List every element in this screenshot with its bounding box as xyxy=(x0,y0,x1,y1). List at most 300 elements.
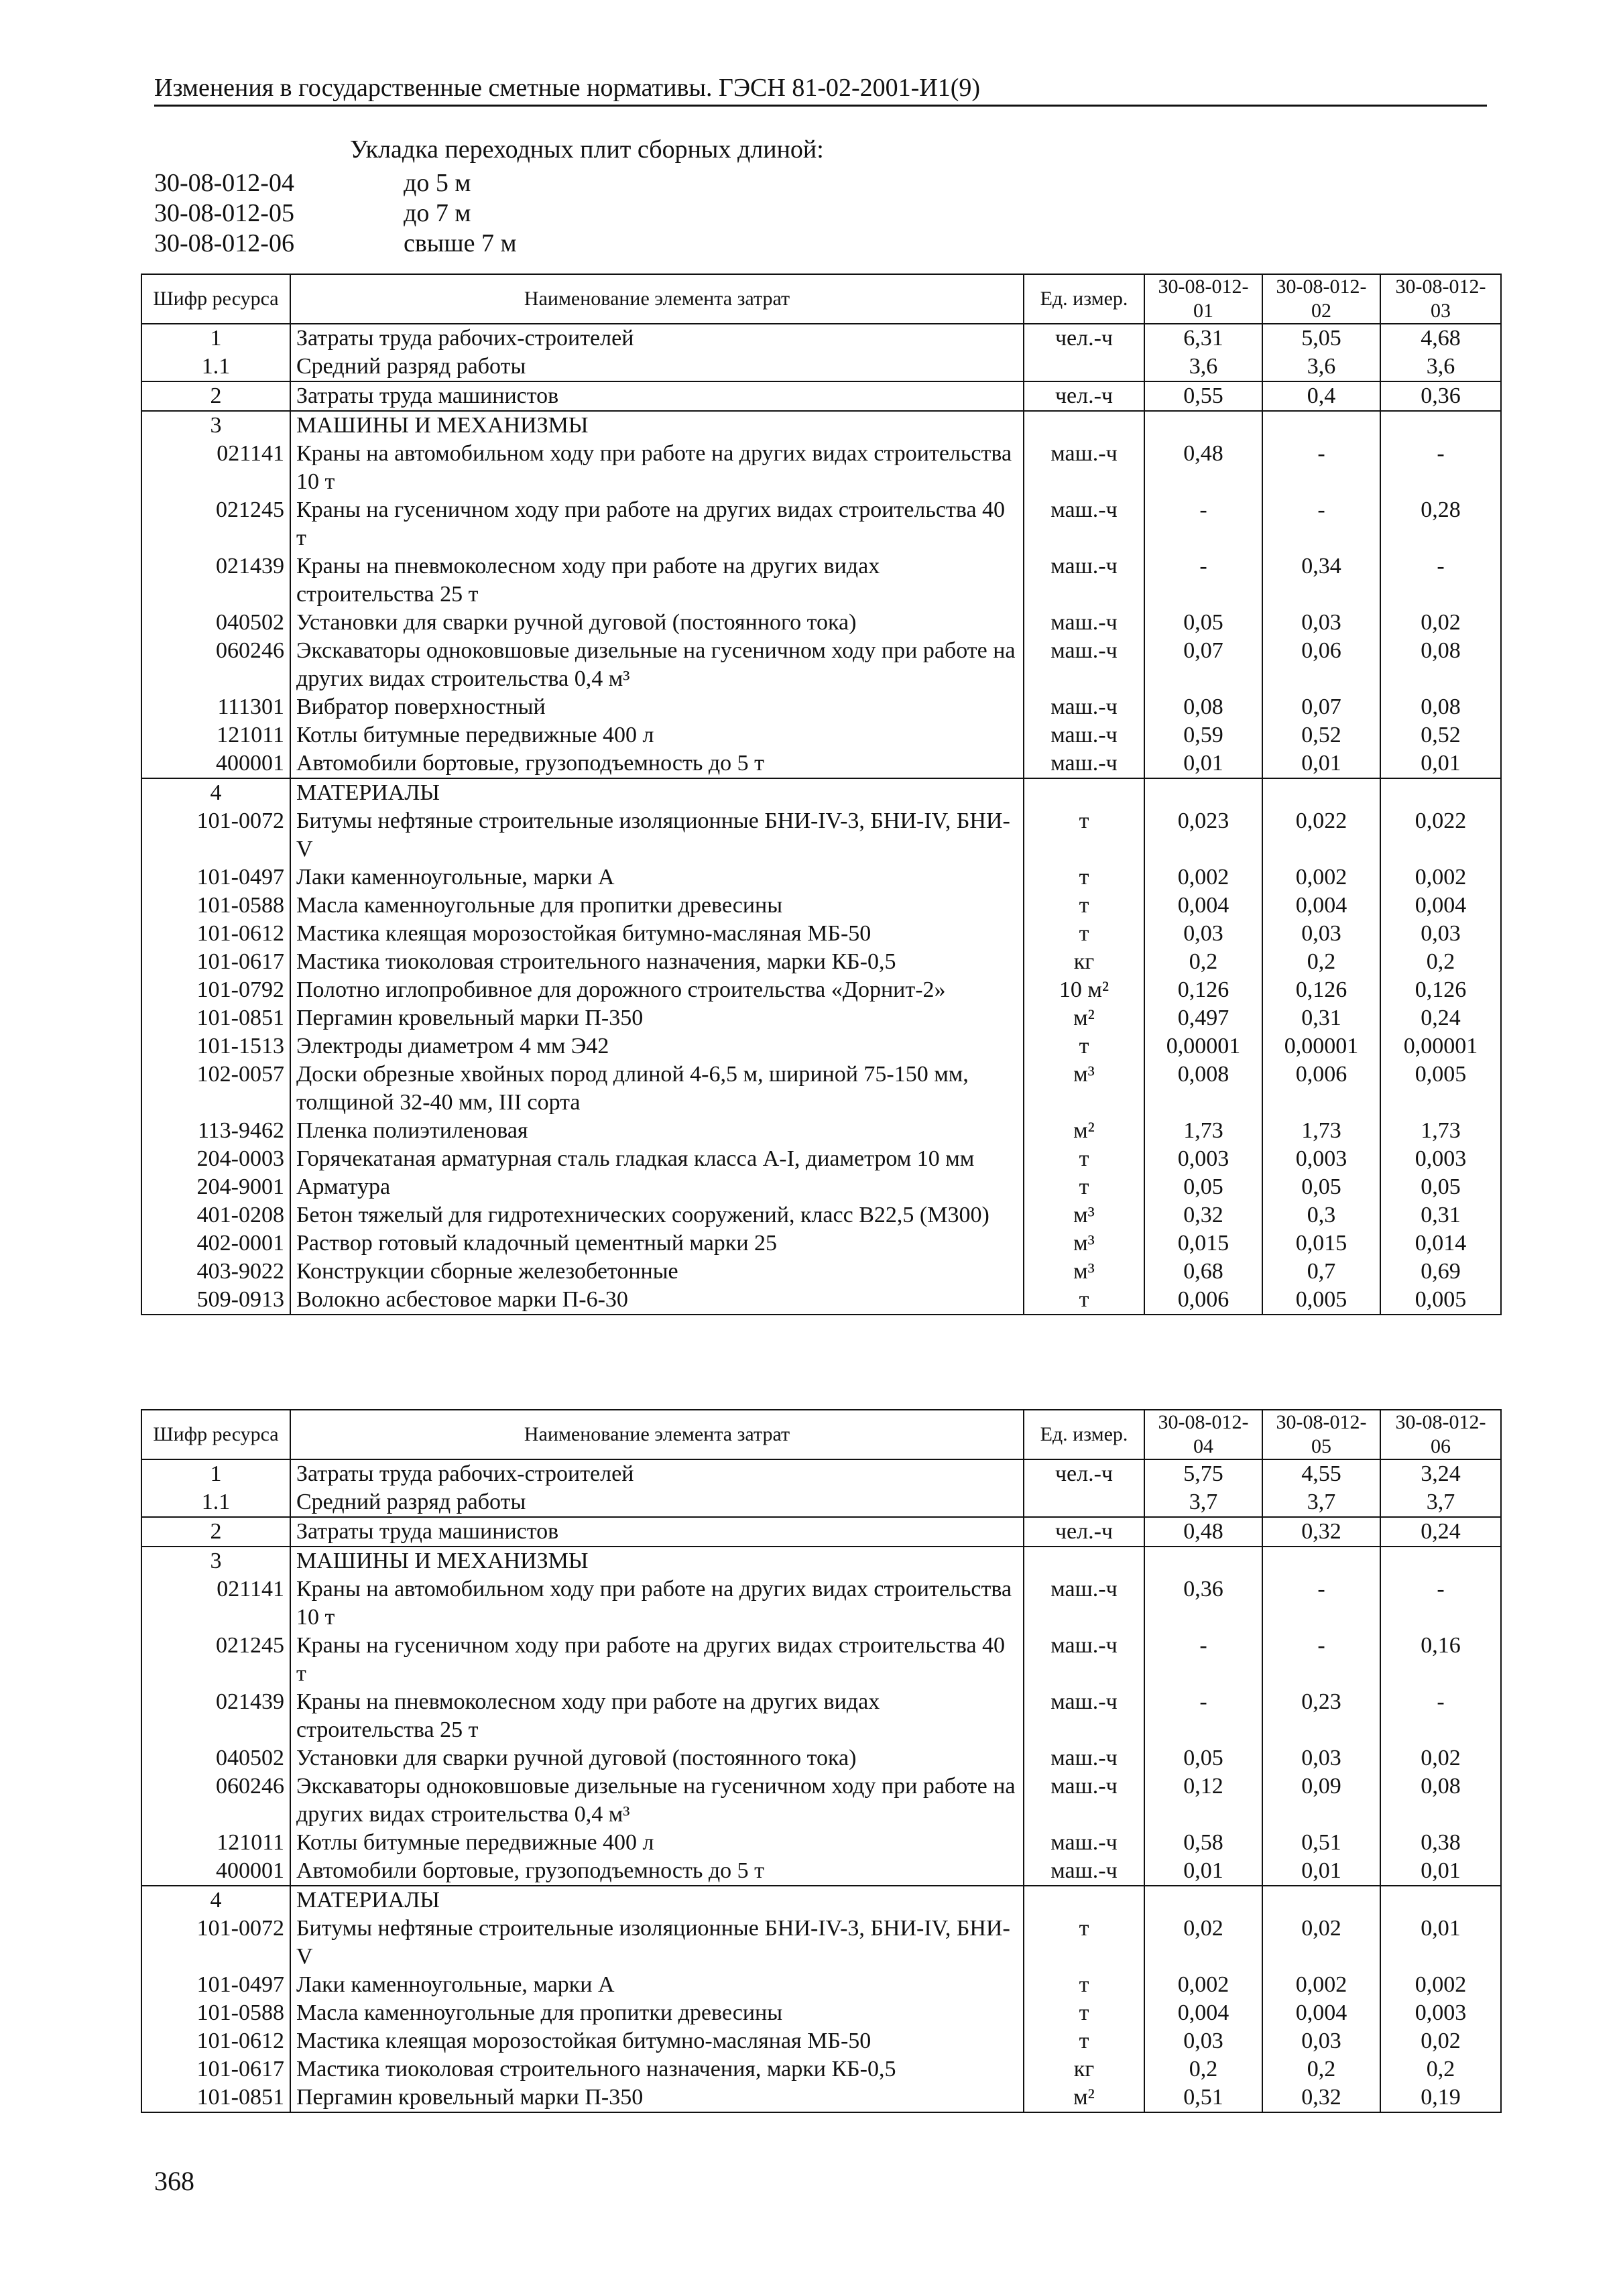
cell-value: 3,7 xyxy=(1262,1488,1380,1517)
cell-value: 0,00001 xyxy=(1380,1032,1501,1061)
cell-value: 0,02 xyxy=(1144,1915,1262,1971)
col-header-unit: Ед. измер. xyxy=(1024,274,1144,324)
cell-value: - xyxy=(1144,1632,1262,1688)
cell-value: 0,08 xyxy=(1144,693,1262,721)
cell-value: 0,19 xyxy=(1380,2083,1501,2112)
cell-value: 0,08 xyxy=(1380,1772,1501,1829)
cell-value: 0,006 xyxy=(1144,1286,1262,1315)
cell-name: Краны на гусеничном ходу при работе на других видах строительства 40 т xyxy=(290,496,1024,552)
intro-item-text: свыше 7 м xyxy=(404,229,517,257)
cell-value: 0,003 xyxy=(1380,1145,1501,1173)
section-row xyxy=(141,1886,1501,1915)
cell-unit: м³ xyxy=(1024,1201,1144,1229)
cell-unit: т xyxy=(1024,807,1144,863)
cell-name: Горячекатаная арматурная сталь гладкая класса А-I, диаметром 10 мм xyxy=(290,1145,1024,1173)
cell-code: 1.1 xyxy=(141,1488,290,1517)
cell-value: 3,6 xyxy=(1144,353,1262,381)
intro-item xyxy=(154,228,517,259)
cell-unit: маш.-ч xyxy=(1024,1575,1144,1632)
cell-code: 040502 xyxy=(141,609,290,637)
norm-table-2 xyxy=(141,1409,1502,2113)
cell-unit: т xyxy=(1024,863,1144,892)
cell-value xyxy=(1380,1886,1501,1915)
cell-code: 400001 xyxy=(141,1857,290,1886)
cell-name: Установки для сварки ручной дуговой (постоянного тока) xyxy=(290,1744,1024,1772)
cell-value: 0,2 xyxy=(1144,948,1262,976)
cell-code: 101-1513 xyxy=(141,1032,290,1061)
table-row xyxy=(141,324,1501,353)
cell-name: Волокно асбестовое марки П-6-30 xyxy=(290,1286,1024,1315)
cell-value: 0,2 xyxy=(1144,2055,1262,2083)
cell-value: 0,004 xyxy=(1144,892,1262,920)
cell-code: 101-0497 xyxy=(141,1971,290,1999)
cell-name: Экскаваторы одноковшовые дизельные на гусеничном ходу при работе на других видах строительства 0,4 м³ xyxy=(290,637,1024,693)
cell-value: 0,36 xyxy=(1380,381,1501,411)
cell-value: 0,022 xyxy=(1380,807,1501,863)
cell-value: 0,12 xyxy=(1144,1772,1262,1829)
cell-unit: м³ xyxy=(1024,1061,1144,1117)
cell-code: 101-0612 xyxy=(141,920,290,948)
intro-item-code: 30-08-012-05 xyxy=(154,199,294,227)
table-row xyxy=(141,1286,1501,1315)
cell-value: 0,34 xyxy=(1262,552,1380,609)
cell-code: 060246 xyxy=(141,1772,290,1829)
cell-value: 3,6 xyxy=(1380,353,1501,381)
cell-name: Битумы нефтяные строительные изоляционные БНИ-IV-3, БНИ-IV, БНИ-V xyxy=(290,1915,1024,1971)
cell-unit xyxy=(1024,1547,1144,1575)
table-row xyxy=(141,1201,1501,1229)
cell-unit: т xyxy=(1024,1286,1144,1315)
table-row xyxy=(141,1632,1501,1688)
cell-value: 0,02 xyxy=(1380,2027,1501,2055)
cell-code: 101-0497 xyxy=(141,863,290,892)
cell-unit xyxy=(1024,1488,1144,1517)
cell-unit xyxy=(1024,1886,1144,1915)
cell-unit: маш.-ч xyxy=(1024,1772,1144,1829)
table-row xyxy=(141,2027,1501,2055)
col-header-norm: 30-08-012-06 xyxy=(1380,1410,1501,1459)
cell-value: 0,03 xyxy=(1380,920,1501,948)
table-row xyxy=(141,1999,1501,2027)
table-row xyxy=(141,693,1501,721)
cell-code: 102-0057 xyxy=(141,1061,290,1117)
cell-value: - xyxy=(1144,552,1262,609)
table-row xyxy=(141,1744,1501,1772)
cell-code: 402-0001 xyxy=(141,1229,290,1258)
cell-code: 101-0612 xyxy=(141,2027,290,2055)
table-row xyxy=(141,637,1501,693)
cell-code: 101-0617 xyxy=(141,948,290,976)
cell-value: 3,24 xyxy=(1380,1459,1501,1488)
table-row xyxy=(141,1117,1501,1145)
cell-value: 0,58 xyxy=(1144,1829,1262,1857)
table-row xyxy=(141,353,1501,381)
cell-value: 0,51 xyxy=(1262,1829,1380,1857)
cell-unit: м³ xyxy=(1024,1258,1144,1286)
table-row xyxy=(141,1459,1501,1488)
cell-name: Средний разряд работы xyxy=(290,1488,1024,1517)
cell-name: Мастика тиоколовая строительного назначения, марки КБ-0,5 xyxy=(290,948,1024,976)
cell-name: Конструкции сборные железобетонные xyxy=(290,1258,1024,1286)
cell-code: 101-0617 xyxy=(141,2055,290,2083)
cell-value: 0,005 xyxy=(1380,1061,1501,1117)
cell-code: 101-0588 xyxy=(141,1999,290,2027)
cell-code: 401-0208 xyxy=(141,1201,290,1229)
cell-value: 0,38 xyxy=(1380,1829,1501,1857)
cell-name: Автомобили бортовые, грузоподъемность до 5 т xyxy=(290,749,1024,778)
table-row xyxy=(141,1829,1501,1857)
table-row xyxy=(141,609,1501,637)
cell-name: Битумы нефтяные строительные изоляционные БНИ-IV-3, БНИ-IV, БНИ-V xyxy=(290,807,1024,863)
cell-value: 3,6 xyxy=(1262,353,1380,381)
cell-value: 0,002 xyxy=(1262,863,1380,892)
table-row xyxy=(141,440,1501,496)
cell-value: 0,002 xyxy=(1144,1971,1262,1999)
table-row xyxy=(141,1004,1501,1032)
intro-item-text: до 7 м xyxy=(404,199,471,227)
cell-value xyxy=(1144,411,1262,440)
cell-value: 0,006 xyxy=(1262,1061,1380,1117)
cell-name: Электроды диаметром 4 мм Э42 xyxy=(290,1032,1024,1061)
cell-unit: м³ xyxy=(1024,1229,1144,1258)
intro-item xyxy=(154,168,471,198)
cell-value: 6,31 xyxy=(1144,324,1262,353)
table-row xyxy=(141,1772,1501,1829)
intro-item-text: до 5 м xyxy=(404,169,471,197)
cell-code: 1 xyxy=(141,1459,290,1488)
cell-value: 0,24 xyxy=(1380,1517,1501,1547)
cell-value: 0,36 xyxy=(1144,1575,1262,1632)
cell-value xyxy=(1262,778,1380,807)
cell-value: 1,73 xyxy=(1380,1117,1501,1145)
cell-value xyxy=(1262,1547,1380,1575)
cell-unit: чел.-ч xyxy=(1024,324,1144,353)
cell-value: 0,28 xyxy=(1380,496,1501,552)
cell-code: 101-0792 xyxy=(141,976,290,1004)
cell-value: 0,52 xyxy=(1380,721,1501,749)
intro-item xyxy=(154,198,471,229)
section-row xyxy=(141,411,1501,440)
cell-value: 0,002 xyxy=(1144,863,1262,892)
cell-name: Раствор готовый кладочный цементный марки 25 xyxy=(290,1229,1024,1258)
cell-unit: маш.-ч xyxy=(1024,693,1144,721)
cell-value: 0,05 xyxy=(1144,609,1262,637)
cell-value: 0,08 xyxy=(1380,693,1501,721)
section-title: МАТЕРИАЛЫ xyxy=(290,778,1024,807)
cell-value: 0,008 xyxy=(1144,1061,1262,1117)
cell-value: 0,01 xyxy=(1380,1857,1501,1886)
cell-code: 021245 xyxy=(141,496,290,552)
table-row xyxy=(141,863,1501,892)
cell-value: 1,73 xyxy=(1144,1117,1262,1145)
cell-code: 111301 xyxy=(141,693,290,721)
cell-value: 0,002 xyxy=(1380,863,1501,892)
cell-code: 101-0851 xyxy=(141,2083,290,2112)
cell-code: 021141 xyxy=(141,1575,290,1632)
table-row xyxy=(141,1173,1501,1201)
cell-value: 0,32 xyxy=(1262,1517,1380,1547)
cell-unit: т xyxy=(1024,2027,1144,2055)
cell-name: Краны на автомобильном ходу при работе на других видах строительства 10 т xyxy=(290,1575,1024,1632)
cell-value: 0,023 xyxy=(1144,807,1262,863)
cell-name: Вибратор поверхностный xyxy=(290,693,1024,721)
cell-value: 0,68 xyxy=(1144,1258,1262,1286)
table-row xyxy=(141,2055,1501,2083)
cell-value: - xyxy=(1380,440,1501,496)
cell-value: - xyxy=(1262,496,1380,552)
cell-name: Краны на пневмоколесном ходу при работе на других видах строительства 25 т xyxy=(290,1688,1024,1744)
cell-name: Экскаваторы одноковшовые дизельные на гусеничном ходу при работе на других видах строительства 0,4 м³ xyxy=(290,1772,1024,1829)
cell-unit: т xyxy=(1024,920,1144,948)
section-title: МАТЕРИАЛЫ xyxy=(290,1886,1024,1915)
cell-code: 021439 xyxy=(141,1688,290,1744)
cell-value: 0,55 xyxy=(1144,381,1262,411)
cell-value: 0,03 xyxy=(1144,920,1262,948)
cell-value: 0,002 xyxy=(1262,1971,1380,1999)
cell-value: 0,3 xyxy=(1262,1201,1380,1229)
cell-name: Мастика клеящая морозостойкая битумно-масляная МБ-50 xyxy=(290,2027,1024,2055)
cell-value xyxy=(1262,411,1380,440)
cell-value: 0,02 xyxy=(1380,1744,1501,1772)
cell-value xyxy=(1144,1886,1262,1915)
cell-code: 204-9001 xyxy=(141,1173,290,1201)
cell-value: 0,16 xyxy=(1380,1632,1501,1688)
col-header-unit: Ед. измер. xyxy=(1024,1410,1144,1459)
cell-value: 0,05 xyxy=(1144,1173,1262,1201)
cell-value: 5,75 xyxy=(1144,1459,1262,1488)
section-title: Укладка переходных плит сборных длиной: xyxy=(350,135,824,164)
cell-name: Мастика клеящая морозостойкая битумно-масляная МБ-50 xyxy=(290,920,1024,948)
cell-value: 0,05 xyxy=(1262,1173,1380,1201)
cell-value: 0,003 xyxy=(1144,1145,1262,1173)
cell-value: 0,03 xyxy=(1262,2027,1380,2055)
cell-unit: маш.-ч xyxy=(1024,1632,1144,1688)
cell-value: 0,03 xyxy=(1144,2027,1262,2055)
cell-value: 4,55 xyxy=(1262,1459,1380,1488)
page-header: Изменения в государственные сметные нормативы. ГЭСН 81-02-2001-И1(9) xyxy=(154,72,1487,107)
table-row xyxy=(141,721,1501,749)
norm-table-1 xyxy=(141,274,1502,1315)
cell-value: 0,69 xyxy=(1380,1258,1501,1286)
cell-value: 0,003 xyxy=(1380,1999,1501,2027)
cell-name: Полотно иглопробивное для дорожного строительства «Дорнит-2» xyxy=(290,976,1024,1004)
cell-value: 0,48 xyxy=(1144,1517,1262,1547)
cell-name: Котлы битумные передвижные 400 л xyxy=(290,721,1024,749)
cell-unit: маш.-ч xyxy=(1024,552,1144,609)
cell-value xyxy=(1380,778,1501,807)
cell-value: 0,52 xyxy=(1262,721,1380,749)
cell-value: 0,01 xyxy=(1144,1857,1262,1886)
cell-value: - xyxy=(1380,552,1501,609)
cell-code: 4 xyxy=(141,778,290,807)
cell-unit: маш.-ч xyxy=(1024,1688,1144,1744)
cell-name: Масла каменноугольные для пропитки древесины xyxy=(290,892,1024,920)
cell-unit: т xyxy=(1024,1173,1144,1201)
col-header-norm: 30-08-012-01 xyxy=(1144,274,1262,324)
cell-value: 0,022 xyxy=(1262,807,1380,863)
cell-value: 0,32 xyxy=(1144,1201,1262,1229)
col-header-norm: 30-08-012-05 xyxy=(1262,1410,1380,1459)
cell-value: 0,05 xyxy=(1144,1744,1262,1772)
cell-unit: т xyxy=(1024,1032,1144,1061)
table-row xyxy=(141,496,1501,552)
cell-value: 0,02 xyxy=(1380,609,1501,637)
cell-unit: маш.-ч xyxy=(1024,496,1144,552)
cell-value: 0,126 xyxy=(1144,976,1262,1004)
table-row xyxy=(141,1857,1501,1886)
table-row xyxy=(141,381,1501,411)
table-row xyxy=(141,749,1501,778)
cell-code: 2 xyxy=(141,1517,290,1547)
cell-name: Средний разряд работы xyxy=(290,353,1024,381)
cell-value: 0,06 xyxy=(1262,637,1380,693)
cell-code: 509-0913 xyxy=(141,1286,290,1315)
cell-value: 0,32 xyxy=(1262,2083,1380,2112)
cell-code: 101-0588 xyxy=(141,892,290,920)
table-row xyxy=(141,1032,1501,1061)
table-header-row xyxy=(141,1410,1501,1459)
cell-value: - xyxy=(1262,440,1380,496)
cell-code: 021141 xyxy=(141,440,290,496)
table-row xyxy=(141,1488,1501,1517)
cell-name: Краны на пневмоколесном ходу при работе на других видах строительства 25 т xyxy=(290,552,1024,609)
cell-value: 0,004 xyxy=(1262,892,1380,920)
cell-unit: маш.-ч xyxy=(1024,1744,1144,1772)
cell-value: 0,4 xyxy=(1262,381,1380,411)
table-row xyxy=(141,920,1501,948)
cell-value: 0,05 xyxy=(1380,1173,1501,1201)
cell-code: 1.1 xyxy=(141,353,290,381)
cell-name: Масла каменноугольные для пропитки древесины xyxy=(290,1999,1024,2027)
cell-value xyxy=(1144,1547,1262,1575)
cell-unit: маш.-ч xyxy=(1024,609,1144,637)
cell-name: Доски обрезные хвойных пород длиной 4-6,5 м, шириной 75-150 мм, толщиной 32-40 мм, III сорта xyxy=(290,1061,1024,1117)
cell-name: Затраты труда рабочих-строителей xyxy=(290,324,1024,353)
section-title: МАШИНЫ И МЕХАНИЗМЫ xyxy=(290,411,1024,440)
cell-unit: т xyxy=(1024,1915,1144,1971)
cell-name: Пергамин кровельный марки П-350 xyxy=(290,1004,1024,1032)
cell-value: 0,7 xyxy=(1262,1258,1380,1286)
cell-unit: кг xyxy=(1024,2055,1144,2083)
cell-value: 0,00001 xyxy=(1144,1032,1262,1061)
table-row xyxy=(141,1229,1501,1258)
cell-value xyxy=(1144,778,1262,807)
cell-value: 0,2 xyxy=(1380,948,1501,976)
cell-value: 4,68 xyxy=(1380,324,1501,353)
cell-code: 040502 xyxy=(141,1744,290,1772)
cell-name: Пергамин кровельный марки П-350 xyxy=(290,2083,1024,2112)
cell-unit xyxy=(1024,411,1144,440)
cell-value: 0,005 xyxy=(1262,1286,1380,1315)
cell-value: 0,015 xyxy=(1262,1229,1380,1258)
cell-unit: чел.-ч xyxy=(1024,1517,1144,1547)
intro-item-code: 30-08-012-04 xyxy=(154,169,294,197)
cell-name: Арматура xyxy=(290,1173,1024,1201)
cell-value: 0,01 xyxy=(1380,1915,1501,1971)
cell-value: - xyxy=(1262,1632,1380,1688)
cell-value: 0,497 xyxy=(1144,1004,1262,1032)
cell-value: 0,03 xyxy=(1262,920,1380,948)
cell-value xyxy=(1262,1886,1380,1915)
cell-value: 0,2 xyxy=(1262,2055,1380,2083)
cell-unit: т xyxy=(1024,1971,1144,1999)
cell-name: Лаки каменноугольные, марки А xyxy=(290,863,1024,892)
cell-value: 0,126 xyxy=(1262,976,1380,1004)
cell-name: Мастика тиоколовая строительного назначения, марки КБ-0,5 xyxy=(290,2055,1024,2083)
col-header-name: Наименование элемента затрат xyxy=(290,1410,1024,1459)
cell-value: 0,48 xyxy=(1144,440,1262,496)
cell-value: 0,24 xyxy=(1380,1004,1501,1032)
table-row xyxy=(141,892,1501,920)
col-header-norm: 30-08-012-02 xyxy=(1262,274,1380,324)
page-number: 368 xyxy=(154,2166,194,2196)
cell-value: 0,2 xyxy=(1262,948,1380,976)
cell-name: Пленка полиэтиленовая xyxy=(290,1117,1024,1145)
cell-value: 0,2 xyxy=(1380,2055,1501,2083)
cell-code: 021245 xyxy=(141,1632,290,1688)
cell-value: 0,08 xyxy=(1380,637,1501,693)
cell-value xyxy=(1380,1547,1501,1575)
cell-value: 5,05 xyxy=(1262,324,1380,353)
section-row xyxy=(141,1547,1501,1575)
cell-name: Затраты труда рабочих-строителей xyxy=(290,1459,1024,1488)
cell-value: 1,73 xyxy=(1262,1117,1380,1145)
cell-code: 400001 xyxy=(141,749,290,778)
cell-value: 3,7 xyxy=(1144,1488,1262,1517)
cell-unit: маш.-ч xyxy=(1024,721,1144,749)
cell-name: Автомобили бортовые, грузоподъемность до 5 т xyxy=(290,1857,1024,1886)
cell-name: Краны на гусеничном ходу при работе на других видах строительства 40 т xyxy=(290,1632,1024,1688)
section-title: МАШИНЫ И МЕХАНИЗМЫ xyxy=(290,1547,1024,1575)
cell-unit: маш.-ч xyxy=(1024,637,1144,693)
cell-value: - xyxy=(1380,1575,1501,1632)
cell-value: 0,004 xyxy=(1380,892,1501,920)
cell-name: Бетон тяжелый для гидротехнических сооружений, класс В22,5 (М300) xyxy=(290,1201,1024,1229)
col-header-code: Шифр ресурса xyxy=(141,274,290,324)
table-header-row xyxy=(141,274,1501,324)
cell-unit: м² xyxy=(1024,1117,1144,1145)
table-row xyxy=(141,1258,1501,1286)
table-row xyxy=(141,976,1501,1004)
cell-unit: маш.-ч xyxy=(1024,440,1144,496)
cell-unit: 10 м² xyxy=(1024,976,1144,1004)
cell-unit: т xyxy=(1024,1999,1144,2027)
col-header-code: Шифр ресурса xyxy=(141,1410,290,1459)
cell-code: 121011 xyxy=(141,1829,290,1857)
cell-value: 0,02 xyxy=(1262,1915,1380,1971)
cell-value: 0,07 xyxy=(1262,693,1380,721)
cell-name: Котлы битумные передвижные 400 л xyxy=(290,1829,1024,1857)
cell-value: 0,31 xyxy=(1380,1201,1501,1229)
cell-value: 0,002 xyxy=(1380,1971,1501,1999)
cell-value: 0,01 xyxy=(1262,749,1380,778)
cell-value: 0,00001 xyxy=(1262,1032,1380,1061)
cell-value: 3,7 xyxy=(1380,1488,1501,1517)
cell-value: 0,09 xyxy=(1262,1772,1380,1829)
table-row xyxy=(141,1145,1501,1173)
table-row xyxy=(141,1575,1501,1632)
cell-unit: м² xyxy=(1024,1004,1144,1032)
cell-value: 0,07 xyxy=(1144,637,1262,693)
cell-unit: м² xyxy=(1024,2083,1144,2112)
cell-value: - xyxy=(1144,1688,1262,1744)
cell-code: 101-0072 xyxy=(141,1915,290,1971)
cell-value: 0,015 xyxy=(1144,1229,1262,1258)
cell-value: 0,01 xyxy=(1144,749,1262,778)
cell-value: 0,03 xyxy=(1262,609,1380,637)
cell-code: 3 xyxy=(141,1547,290,1575)
cell-value: 0,003 xyxy=(1262,1145,1380,1173)
